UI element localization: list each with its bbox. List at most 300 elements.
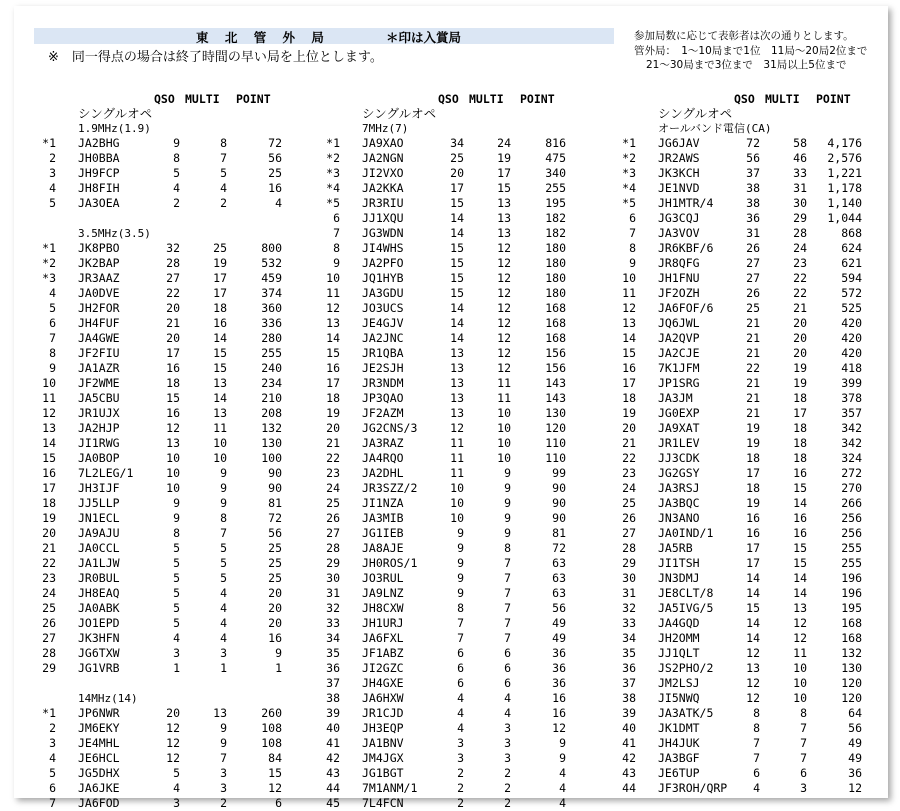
callsign-cell: JA6HXW <box>362 691 404 705</box>
multi-cell: 18 <box>213 301 227 315</box>
rank-cell: 13 <box>622 316 636 330</box>
result-row <box>30 481 300 496</box>
point-cell: 342 <box>841 421 862 435</box>
callsign-cell: JA0DVE <box>78 286 120 300</box>
rank-cell: *1 <box>42 706 56 720</box>
multi-cell: 3 <box>220 781 227 795</box>
point-cell: 56 <box>848 721 862 735</box>
multi-cell: 10 <box>497 406 511 420</box>
rank-cell: 34 <box>326 631 340 645</box>
callsign-cell: JK2BAP <box>78 256 120 270</box>
qso-cell: 3 <box>457 751 464 765</box>
result-row <box>30 361 300 376</box>
rank-cell: 8 <box>49 346 56 360</box>
multi-cell: 15 <box>793 556 807 570</box>
result-row <box>314 586 584 601</box>
rank-cell: 38 <box>622 691 636 705</box>
rank-cell: 7 <box>629 226 636 240</box>
callsign-cell: JP6NWR <box>78 706 120 720</box>
result-row <box>314 706 584 721</box>
multi-cell: 24 <box>793 241 807 255</box>
multi-cell: 25 <box>213 241 227 255</box>
rank-cell: 37 <box>326 676 340 690</box>
qso-cell: 4 <box>753 781 760 795</box>
point-cell: 56 <box>552 601 566 615</box>
multi-cell: 13 <box>497 196 511 210</box>
qso-cell: 6 <box>457 661 464 675</box>
rank-cell: 9 <box>49 361 56 375</box>
result-row <box>610 226 880 241</box>
callsign-cell: JA2BHG <box>78 136 120 150</box>
callsign-cell: JR6KBF/6 <box>658 241 714 255</box>
callsign-cell: JO3UCS <box>362 301 404 315</box>
callsign-cell: JQ1HYB <box>362 271 404 285</box>
result-row <box>610 781 880 796</box>
qso-cell: 14 <box>746 571 760 585</box>
multi-cell: 13 <box>213 406 227 420</box>
result-row <box>610 751 880 766</box>
callsign-cell: JE4MHL <box>78 736 120 750</box>
rank-cell: 35 <box>326 646 340 660</box>
callsign-cell: 7L2LEG/1 <box>78 466 134 480</box>
callsign-cell: JA4GWE <box>78 331 120 345</box>
rank-cell: 28 <box>622 541 636 555</box>
qso-cell: 12 <box>746 691 760 705</box>
multi-cell: 7 <box>504 571 511 585</box>
callsign-cell: JA2JNC <box>362 331 404 345</box>
rank-cell: 7 <box>49 796 56 810</box>
qso-cell: 8 <box>173 526 180 540</box>
point-cell: 110 <box>545 451 566 465</box>
result-row <box>314 616 584 631</box>
point-cell: 4,176 <box>827 136 862 150</box>
multi-cell: 24 <box>497 136 511 150</box>
rank-cell: 40 <box>622 721 636 735</box>
point-cell: 132 <box>841 646 862 660</box>
rank-cell: *1 <box>42 136 56 150</box>
multi-cell: 12 <box>497 316 511 330</box>
qso-cell: 9 <box>457 526 464 540</box>
callsign-cell: JR3NDM <box>362 376 404 390</box>
callsign-cell: JA9XAO <box>362 136 404 150</box>
point-cell: 120 <box>841 691 862 705</box>
rank-cell: 44 <box>622 781 636 795</box>
point-cell: 459 <box>261 271 282 285</box>
point-cell: 72 <box>268 136 282 150</box>
qso-cell: 5 <box>173 571 180 585</box>
callsign-cell: JH8EAQ <box>78 586 120 600</box>
multi-cell: 9 <box>220 721 227 735</box>
rank-cell: 28 <box>326 541 340 555</box>
callsign-cell: JA3OEA <box>78 196 120 210</box>
qso-cell: 7 <box>753 736 760 750</box>
qso-cell: 14 <box>450 301 464 315</box>
multi-cell: 8 <box>800 706 807 720</box>
point-cell: 255 <box>841 556 862 570</box>
qso-cell: 7 <box>457 616 464 630</box>
callsign-cell: JA1AZR <box>78 361 120 375</box>
callsign-cell: JH3EQP <box>362 721 404 735</box>
qso-cell: 9 <box>457 571 464 585</box>
callsign-cell: JP1SRG <box>658 376 700 390</box>
rank-cell: *5 <box>622 196 636 210</box>
rank-cell: 27 <box>42 631 56 645</box>
qso-cell: 16 <box>746 526 760 540</box>
rank-cell: 24 <box>622 481 636 495</box>
rank-cell: 21 <box>622 436 636 450</box>
rank-cell: 2 <box>49 721 56 735</box>
result-row <box>30 661 300 676</box>
qso-cell: 15 <box>450 196 464 210</box>
rank-cell: 6 <box>333 211 340 225</box>
point-cell: 20 <box>268 601 282 615</box>
point-cell: 342 <box>841 436 862 450</box>
qso-header: QSO <box>438 92 459 106</box>
result-row <box>30 301 300 316</box>
callsign-cell: JI4WHS <box>362 241 404 255</box>
result-row <box>314 181 584 196</box>
callsign-cell: JA3BQC <box>658 496 700 510</box>
point-cell: 234 <box>261 376 282 390</box>
point-cell: 800 <box>261 241 282 255</box>
result-row <box>610 316 880 331</box>
qso-cell: 20 <box>166 706 180 720</box>
qso-cell: 6 <box>457 676 464 690</box>
point-cell: 180 <box>545 241 566 255</box>
point-cell: 12 <box>268 781 282 795</box>
rank-cell: 25 <box>622 496 636 510</box>
rank-cell: 29 <box>622 556 636 570</box>
point-cell: 1,178 <box>827 181 862 195</box>
rank-cell: 44 <box>326 781 340 795</box>
qso-cell: 11 <box>450 451 464 465</box>
multi-cell: 8 <box>220 511 227 525</box>
rank-cell: 24 <box>42 586 56 600</box>
rank-cell: 41 <box>622 736 636 750</box>
result-row <box>610 241 880 256</box>
result-row <box>314 661 584 676</box>
point-cell: 180 <box>545 271 566 285</box>
point-cell: 4 <box>559 796 566 810</box>
callsign-cell: JA2DHL <box>362 466 404 480</box>
rank-cell: 10 <box>42 376 56 390</box>
qso-cell: 21 <box>746 406 760 420</box>
multi-cell: 15 <box>793 481 807 495</box>
multi-cell: 6 <box>504 646 511 660</box>
award-rule-3: 21～30局まで3位まで 31局以上5位まで <box>646 59 847 71</box>
rank-cell: 28 <box>42 646 56 660</box>
result-row <box>314 271 584 286</box>
qso-cell: 15 <box>450 271 464 285</box>
multi-cell: 12 <box>497 301 511 315</box>
result-row <box>314 226 584 241</box>
multi-cell: 16 <box>793 511 807 525</box>
result-row <box>314 211 584 226</box>
rank-cell: 23 <box>42 571 56 585</box>
callsign-cell: JR0BUL <box>78 571 120 585</box>
point-cell: 81 <box>552 526 566 540</box>
result-row <box>610 586 880 601</box>
qso-cell: 8 <box>173 151 180 165</box>
multi-cell: 10 <box>793 691 807 705</box>
multi-cell: 12 <box>497 331 511 345</box>
multi-cell: 12 <box>497 256 511 270</box>
callsign-cell: JI2VXO <box>362 166 404 180</box>
multi-cell: 33 <box>793 166 807 180</box>
multi-cell: 22 <box>793 271 807 285</box>
callsign-cell: JH4GXE <box>362 676 404 690</box>
point-header: POINT <box>520 92 555 106</box>
callsign-cell: JH8FIH <box>78 181 120 195</box>
qso-cell: 4 <box>173 181 180 195</box>
callsign-cell: JF3ROH/QRP <box>658 781 728 795</box>
callsign-cell: JR1UJX <box>78 406 120 420</box>
multi-cell: 9 <box>220 466 227 480</box>
rank-cell: 18 <box>42 496 56 510</box>
result-row <box>610 481 880 496</box>
result-row <box>314 316 584 331</box>
rank-cell: 23 <box>622 466 636 480</box>
point-cell: 25 <box>268 556 282 570</box>
result-row <box>30 796 300 811</box>
callsign-cell: JH4FUF <box>78 316 120 330</box>
rank-cell: 5 <box>49 301 56 315</box>
result-row <box>610 571 880 586</box>
point-cell: 1,140 <box>827 196 862 210</box>
multi-cell: 4 <box>220 181 227 195</box>
callsign-cell: 7M1ANM/1 <box>362 781 418 795</box>
point-header: POINT <box>236 92 271 106</box>
rank-cell: 5 <box>49 196 56 210</box>
rank-cell: 4 <box>49 286 56 300</box>
point-cell: 25 <box>268 166 282 180</box>
qso-cell: 27 <box>746 256 760 270</box>
result-row <box>610 721 880 736</box>
qso-cell: 18 <box>746 451 760 465</box>
qso-cell: 4 <box>457 691 464 705</box>
rank-cell: 6 <box>629 211 636 225</box>
point-cell: 260 <box>261 706 282 720</box>
callsign-cell: JM2LSJ <box>658 676 700 690</box>
point-cell: 180 <box>545 286 566 300</box>
result-row <box>30 781 300 796</box>
qso-cell: 19 <box>746 436 760 450</box>
point-cell: 132 <box>261 421 282 435</box>
result-row <box>610 181 880 196</box>
result-row <box>30 331 300 346</box>
multi-cell: 10 <box>497 421 511 435</box>
callsign-cell: JA3BGF <box>658 751 700 765</box>
multi-cell: 12 <box>497 241 511 255</box>
rank-cell: 8 <box>629 241 636 255</box>
point-cell: 108 <box>261 736 282 750</box>
result-row <box>610 151 880 166</box>
point-cell: 1 <box>275 661 282 675</box>
callsign-cell: JG6JAV <box>658 136 700 150</box>
rank-cell: 17 <box>622 376 636 390</box>
point-cell: 168 <box>545 301 566 315</box>
result-row <box>314 496 584 511</box>
callsign-cell: JJ5LLP <box>78 496 120 510</box>
point-cell: 64 <box>848 706 862 720</box>
rank-cell: 24 <box>326 481 340 495</box>
callsign-cell: JH0ROS/1 <box>362 556 418 570</box>
point-cell: 12 <box>848 781 862 795</box>
band-label: 14MHz(14) <box>78 692 138 705</box>
rank-cell: 19 <box>326 406 340 420</box>
result-row <box>30 166 300 181</box>
multi-cell: 18 <box>793 421 807 435</box>
callsign-cell: 7K1JFM <box>658 361 700 375</box>
result-row <box>610 496 880 511</box>
point-cell: 594 <box>841 271 862 285</box>
rank-cell: 20 <box>622 421 636 435</box>
callsign-cell: JH1FNU <box>658 271 700 285</box>
callsign-cell: JJ1XQU <box>362 211 404 225</box>
multi-cell: 20 <box>793 346 807 360</box>
qso-cell: 4 <box>457 721 464 735</box>
point-cell: 49 <box>848 736 862 750</box>
callsign-cell: JK1DMT <box>658 721 700 735</box>
multi-cell: 13 <box>213 706 227 720</box>
rank-cell: 6 <box>49 316 56 330</box>
point-cell: 240 <box>261 361 282 375</box>
point-cell: 9 <box>559 751 566 765</box>
result-row <box>314 346 584 361</box>
multi-cell: 7 <box>504 556 511 570</box>
multi-cell: 10 <box>497 436 511 450</box>
callsign-cell: JE6HCL <box>78 751 120 765</box>
callsign-cell: JA3RAZ <box>362 436 404 450</box>
result-row <box>610 541 880 556</box>
qso-cell: 14 <box>746 586 760 600</box>
category-label: シングルオペ <box>362 106 437 121</box>
rank-cell: *3 <box>42 271 56 285</box>
rank-cell: 22 <box>326 451 340 465</box>
callsign-cell: JF1ABZ <box>362 646 404 660</box>
rank-cell: 17 <box>326 376 340 390</box>
point-cell: 56 <box>268 526 282 540</box>
results-column-2 <box>314 92 584 811</box>
rank-cell: 4 <box>49 751 56 765</box>
rank-cell: 36 <box>622 661 636 675</box>
results-column-3 <box>610 92 880 796</box>
result-row <box>30 436 300 451</box>
result-row <box>314 481 584 496</box>
multi-cell: 16 <box>213 316 227 330</box>
point-cell: 56 <box>268 151 282 165</box>
point-cell: 72 <box>268 511 282 525</box>
callsign-cell: JG5DHX <box>78 766 120 780</box>
rank-cell: 35 <box>622 646 636 660</box>
point-cell: 63 <box>552 556 566 570</box>
callsign-cell: JJ1QLT <box>658 646 700 660</box>
multi-cell: 29 <box>793 211 807 225</box>
result-row <box>610 301 880 316</box>
rank-cell: 13 <box>326 316 340 330</box>
callsign-cell: JI5NWQ <box>658 691 700 705</box>
qso-cell: 13 <box>450 376 464 390</box>
rank-cell: 14 <box>42 436 56 450</box>
point-cell: 255 <box>261 346 282 360</box>
callsign-cell: JA0ABK <box>78 601 120 615</box>
rank-cell: 43 <box>326 766 340 780</box>
rank-cell: 4 <box>49 181 56 195</box>
multi-header: MULTI <box>185 92 220 106</box>
point-cell: 255 <box>545 181 566 195</box>
callsign-cell: JF2FIU <box>78 346 120 360</box>
callsign-cell: JH2FOR <box>78 301 120 315</box>
multi-cell: 4 <box>220 631 227 645</box>
point-cell: 130 <box>841 661 862 675</box>
result-row <box>314 151 584 166</box>
multi-cell: 6 <box>504 676 511 690</box>
rank-cell: 19 <box>622 406 636 420</box>
rank-cell: 9 <box>333 256 340 270</box>
qso-cell: 26 <box>746 286 760 300</box>
point-cell: 270 <box>841 481 862 495</box>
result-row <box>30 526 300 541</box>
multi-cell: 4 <box>504 691 511 705</box>
qso-cell: 14 <box>450 226 464 240</box>
rank-cell: 7 <box>333 226 340 240</box>
rank-cell: 39 <box>622 706 636 720</box>
result-row <box>30 751 300 766</box>
point-cell: 16 <box>268 181 282 195</box>
multi-cell: 23 <box>793 256 807 270</box>
rank-cell: 33 <box>326 616 340 630</box>
result-row <box>610 706 880 721</box>
point-cell: 420 <box>841 316 862 330</box>
rank-cell: 8 <box>333 241 340 255</box>
qso-cell: 2 <box>457 781 464 795</box>
rank-cell: *2 <box>42 256 56 270</box>
callsign-cell: JA9XAT <box>658 421 700 435</box>
multi-cell: 11 <box>793 646 807 660</box>
qso-cell: 15 <box>166 391 180 405</box>
result-row <box>314 631 584 646</box>
result-row <box>30 286 300 301</box>
result-row <box>30 406 300 421</box>
multi-cell: 58 <box>793 136 807 150</box>
callsign-cell: JA4GQD <box>658 616 700 630</box>
multi-cell: 3 <box>504 751 511 765</box>
column-headers <box>610 92 880 106</box>
result-row <box>314 451 584 466</box>
point-cell: 475 <box>545 151 566 165</box>
rank-cell: 11 <box>622 286 636 300</box>
callsign-cell: JQ6JWL <box>658 316 700 330</box>
point-cell: 420 <box>841 346 862 360</box>
qso-cell: 5 <box>173 541 180 555</box>
point-cell: 1,221 <box>827 166 862 180</box>
qso-cell: 5 <box>173 616 180 630</box>
callsign-cell: JA2HJP <box>78 421 120 435</box>
rank-cell: 15 <box>42 451 56 465</box>
qso-cell: 14 <box>450 316 464 330</box>
qso-cell: 9 <box>173 496 180 510</box>
result-row <box>314 766 584 781</box>
result-row <box>314 196 584 211</box>
qso-cell: 38 <box>746 181 760 195</box>
callsign-cell: JA3VOV <box>658 226 700 240</box>
callsign-cell: JA2CJE <box>658 346 700 360</box>
multi-cell: 15 <box>793 541 807 555</box>
rank-cell: *1 <box>42 241 56 255</box>
point-cell: 90 <box>552 496 566 510</box>
rank-cell: 10 <box>326 271 340 285</box>
point-cell: 16 <box>552 691 566 705</box>
